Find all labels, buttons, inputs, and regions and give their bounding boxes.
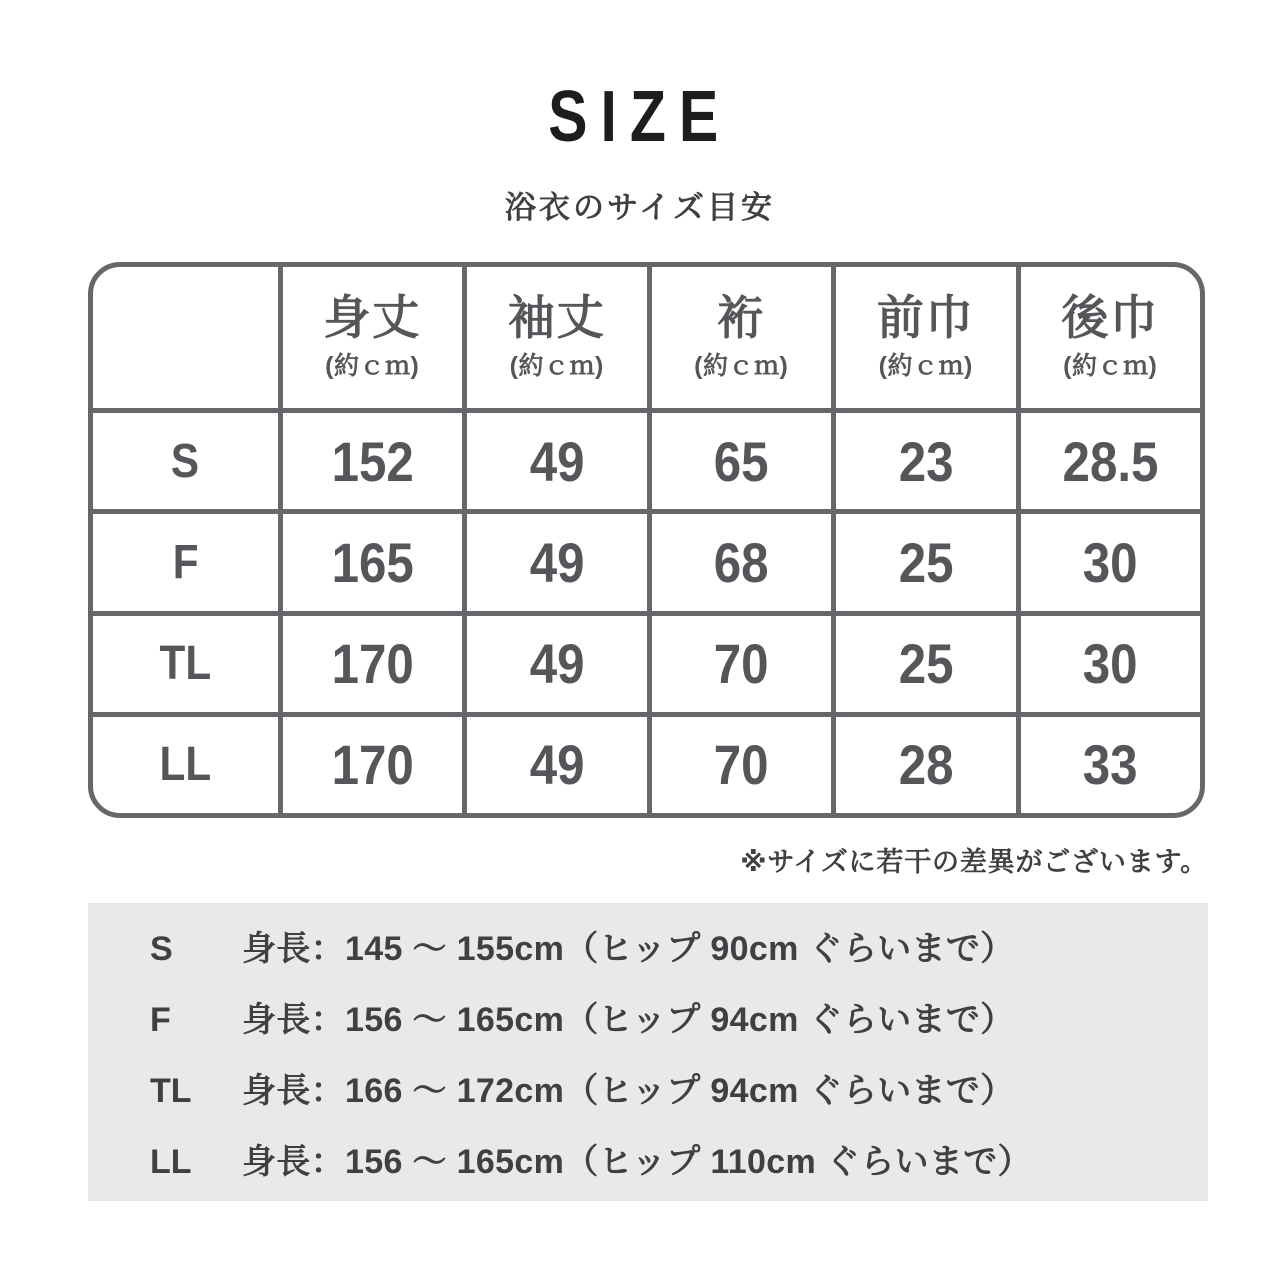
table-cell: 152 xyxy=(278,408,463,509)
guide-size-label: F xyxy=(150,1001,171,1039)
row-label-f: F xyxy=(93,509,278,610)
column-header-label: 裄 xyxy=(716,290,766,344)
page-title xyxy=(0,76,1280,158)
column-header-mitake xyxy=(278,267,463,408)
table-cell: 30 xyxy=(1016,611,1201,712)
table-cell: 68 xyxy=(647,509,832,610)
table-cell: 49 xyxy=(462,509,647,610)
guide-size-label: TL xyxy=(150,1072,192,1110)
column-header-unit: (約ｃｍ) xyxy=(1063,352,1158,381)
column-header-unit: (約ｃｍ) xyxy=(325,352,420,381)
column-header-ushirohaba xyxy=(1016,267,1201,408)
guide-text: 身長：166 〜 172cm（ヒップ 94cm ぐらいまで） xyxy=(242,1072,1015,1110)
row-label-ll: LL xyxy=(93,712,278,813)
page-title-text: SIZE xyxy=(548,77,732,157)
height-guide-row-f xyxy=(150,992,1178,1041)
column-header-label: 袖丈 xyxy=(507,290,606,344)
column-header-label: 後巾 xyxy=(1061,290,1160,344)
row-label-tl: TL xyxy=(93,611,278,712)
table-cell: 28 xyxy=(831,712,1016,813)
height-guide-row-tl xyxy=(150,1063,1178,1112)
guide-text: 身長：156 〜 165cm（ヒップ 94cm ぐらいまで） xyxy=(242,1001,1015,1039)
guide-text: 身長：145 〜 155cm（ヒップ 90cm ぐらいまで） xyxy=(242,930,1015,968)
column-header-unit: (約ｃｍ) xyxy=(509,352,604,381)
table-cell: 170 xyxy=(278,611,463,712)
table-cell: 170 xyxy=(278,712,463,813)
column-header-label: 前巾 xyxy=(876,290,975,344)
table-cell: 70 xyxy=(647,611,832,712)
table-cell: 49 xyxy=(462,611,647,712)
column-header-unit: (約ｃｍ) xyxy=(878,352,973,381)
column-header-label: 身丈 xyxy=(323,290,422,344)
table-cell: 23 xyxy=(831,408,1016,509)
height-guide-row-s xyxy=(150,921,1178,970)
page-subtitle: 浴衣のサイズ目安 xyxy=(504,190,776,225)
table-cell: 65 xyxy=(647,408,832,509)
table-cell: 49 xyxy=(462,408,647,509)
table-cell: 165 xyxy=(278,509,463,610)
table-cell: 30 xyxy=(1016,509,1201,610)
size-table xyxy=(88,262,1205,818)
size-disclaimer-note: ※サイズに若干の差異がございます。 xyxy=(740,847,1208,877)
column-header-maehaba xyxy=(831,267,1016,408)
table-cell: 25 xyxy=(831,509,1016,610)
table-cell: 70 xyxy=(647,712,832,813)
height-guide-panel xyxy=(88,903,1208,1201)
column-header-sodetake xyxy=(462,267,647,408)
table-corner-cell xyxy=(93,267,278,408)
column-header-unit: (約ｃｍ) xyxy=(694,352,789,381)
guide-size-label: S xyxy=(150,930,173,968)
table-cell: 33 xyxy=(1016,712,1201,813)
table-cell: 28.5 xyxy=(1016,408,1201,509)
row-label-s: S xyxy=(93,408,278,509)
guide-text: 身長：156 〜 165cm（ヒップ 110cm ぐらいまで） xyxy=(242,1143,1032,1181)
column-header-yuki xyxy=(647,267,832,408)
table-cell: 25 xyxy=(831,611,1016,712)
table-cell: 49 xyxy=(462,712,647,813)
guide-size-label: LL xyxy=(150,1143,192,1181)
height-guide-row-ll xyxy=(150,1134,1178,1183)
